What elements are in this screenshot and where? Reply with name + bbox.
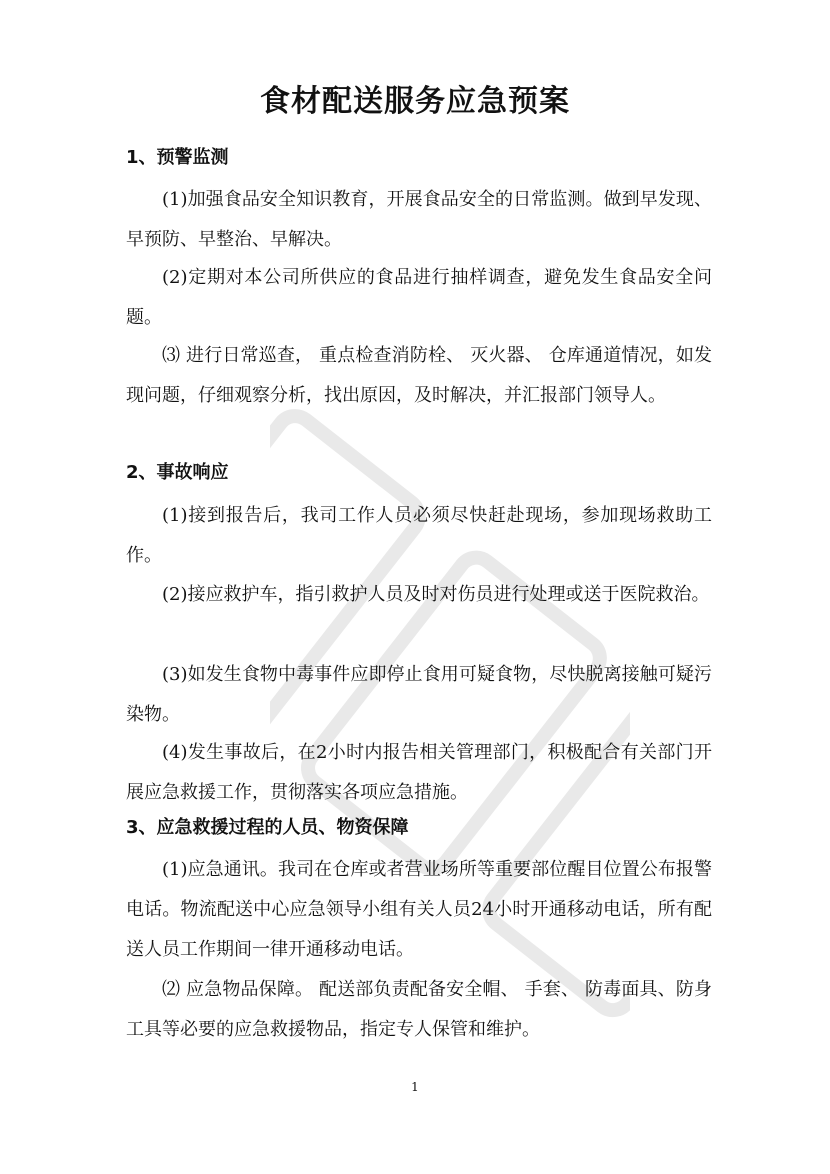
paragraph-response-4: (4)发生事故后，在2小时内报告相关管理部门，积极配合有关部门开展应急救援工作，贯彻落实各项应急措施。 xyxy=(126,742,712,803)
paragraph-response-1: (1)接到报告后，我司工作人员必须尽快赶赴现场，参加现场救助工作。 xyxy=(126,505,712,566)
section-heading-support: 3、应急救援过程的人员、物资保障 xyxy=(126,817,409,838)
paragraph-response-2: (2)接应救护车，指引救护人员及时对伤员进行处理或送于医院救治。 xyxy=(162,584,710,605)
section-heading-response: 2、事故响应 xyxy=(126,462,229,483)
section-heading-warning: 1、预警监测 xyxy=(126,147,229,168)
paragraph-warning-1: (1)加强食品安全知识教育，开展食品安全的日常监测。做到早发现、早预防、早整治、早解决。 xyxy=(126,189,712,250)
paragraph-support-1: (1)应急通讯。我司在仓库或者营业场所等重要部位醒目位置公布报警电话。物流配送中心应急领导小组有关人员24小时开通移动电话，所有配送人员工作期间一律开通移动电话。 xyxy=(126,859,712,960)
document-title: 食材配送服务应急预案 xyxy=(260,84,570,119)
paragraph-support-2: ⑵ 应急物品保障。 配送部负责配备安全帽、 手套、 防毒面具、防身工具等必要的应急救援物品，指定专人保管和维护。 xyxy=(126,979,712,1040)
paragraph-warning-3: ⑶ 进行日常巡查， 重点检查消防栓、 灭火器、 仓库通道情况，如发现问题，仔细观察分析，找出原因，及时解决，并汇报部门领导人。 xyxy=(126,345,712,406)
paragraph-warning-2: (2)定期对本公司所供应的食品进行抽样调查，避免发生食品安全问题。 xyxy=(126,267,712,328)
page-number: 1 xyxy=(411,1080,419,1094)
paragraph-response-3: (3)如发生食物中毒事件应即停止食用可疑食物，尽快脱离接触可疑污染物。 xyxy=(126,664,712,725)
